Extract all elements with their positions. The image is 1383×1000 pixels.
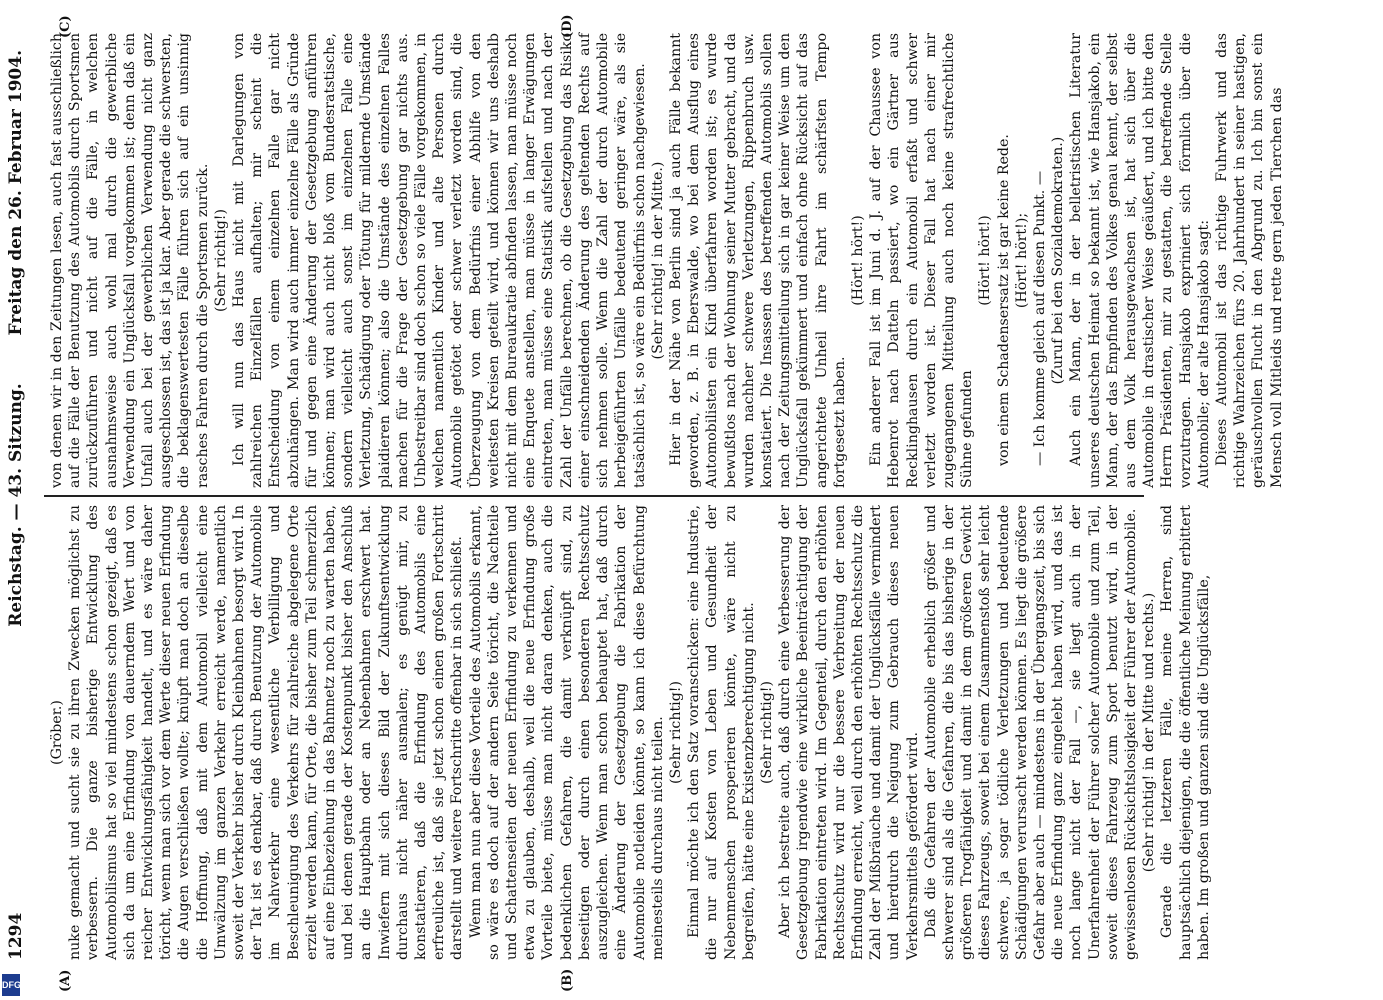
reaction: (Sehr richtig!)	[758, 680, 775, 785]
paragraph: Ein anderer Fall ist im Juni d. J. auf der Chaussee von Hebenrot nach Datteln passiert, wo ein Gärtner aus Recklinghausen durch ein Automobil erfaßt und schwer verletzt worden ist. Dieser Fall hat nach einer mir zugegangenen Mitteilung auch noch keine strafrechtliche Sühne gefunden	[868, 33, 976, 488]
margin-marker-b: (B)	[560, 968, 575, 992]
margin-marker-a: (A)	[58, 969, 73, 992]
paragraph: Gerade die letzteren Fälle, meine Herren, sind hauptsächlich diejenigen, die die öffentliche Meinung erbittert haben. Im großen und ganzen sind die Unglücksfälle,	[1159, 505, 1212, 960]
paragraph: von einem Schadensersatz ist gar keine Rede.	[995, 134, 1012, 466]
session-title: Reichstag. — 43. Sitzung.	[6, 383, 26, 627]
quotation: Dieses Automobil ist das richtige Fuhrwerk und das richtige Wahrzeichen fürs 20. Jahrhundert in seiner hastigen, geräuschvollen Flucht in den Abgrund zu. Ich bin sonst ein Mensch voll Mitleids und rette gern jeden Tierchen das	[1214, 33, 1285, 488]
reaction: (Sehr richtig!)	[212, 208, 229, 313]
session-date: Freitag den 26. Februar 1904.	[6, 50, 26, 336]
reaction: (Zuruf bei den Sozialdemokraten.)	[1050, 136, 1067, 385]
reaction: (Sehr richtig! in der Mitte und rechts.)	[1141, 592, 1158, 873]
digitization-footer	[0, 0, 22, 1000]
paragraph: Wenn man nun aber diese Vorteile des Automobils erkannt, so wäre es doch auf der andern Seite töricht, die Nachteile und Schattenseiten der neuen Erfindung zu verkennen und etwa zu glauben, deshalb, weil die neue Erfindung große Vorteile biete, müsse man nicht daran denken, auch die bedenklichen Gefahren, die damit verknüpft sind, zu beseitigen oder durch einen besonderen Rechtsschutz auszugleichen. Wenn man schon behauptet hat, daß durch eine Änderung der Gesetzgebung die Fabrikation der Automobile notleiden könnte, so kann ich diese Befürchtung meinesteils durchaus nicht teilen.	[467, 505, 666, 960]
page-number: 1294	[6, 912, 26, 960]
reaction: (Sehr richtig!)	[667, 680, 684, 785]
paragraph: — Ich komme gleich auf diesen Punkt. —	[1031, 170, 1048, 466]
paragraph: Auch ein Mann, der in der belletristischen Literatur unseres deutschen Heimat so bekannt ist, wie Hansjakob, ein Mann, der das Empfinden des Volkes genau kennt, der selbst aus dem Volk herausgewachsen ist, hat sich über die Automobile in drastischer Weise geäußert, und ich bitte den Herrn Präsidenten, mir zu gestatten, die betreffende Stelle vorzutragen. Hansjakob expriniert sich förmlich über die Automobile; der alte Hansjakob sagt:	[1068, 33, 1212, 488]
margin-marker-d: (D)	[560, 14, 575, 38]
speaker-label: (Gröber.)	[49, 700, 65, 765]
paragraph: von denen wir in den Zeitungen lesen, auch fast ausschließlich auf die Fälle der Benutzung des Automobils durch Sportsmen zurückzuführen und nicht auf die Fälle, in welchen ausnahmsweise auch wohl mal durch die gewerbliche Verwendung ein Unglücksfall vorgekommen ist; denn daß ein Unfall auch bei der gewerblichen Verwendung nicht ganz ausgeschlossen ist, das ist ja klar. Aber gerade die schwersten, die beklagenswertesten Fälle führen sich auf ein unsinnig rasches Fahren durch die Sportsmen zurück.	[49, 33, 211, 488]
reaction: (Hört! hört!)	[977, 215, 994, 306]
dfg-logo: DFG	[2, 974, 20, 996]
left-column	[48, 505, 1213, 960]
reaction: (Hört! hört!);	[1013, 212, 1030, 309]
funding-notice	[0, 10, 2, 970]
paragraph: Daß die Gefahren der Automobile erheblich größer und schwerer sind als die Gefahren, die bis das bisherige in der größeren Trogfähigkeit und damit in dem größeren Gewicht dieses Fahrzeugs, soweit bei einem Zusammenstoß sehr leicht schwere, ja sogar tödliche Verletzungen und bedeutende Schädigungen verursacht werden können. Es liegt die größere Gefahr aber auch — mindestens in der Übergangszeit, bis sich die neue Erfindung ganz eingelebt haben wird, und das ist noch lange nicht der Fall —, sie liegt auch in der Unerfahrenheit der Führer solcher Automobile und zum Teil, soweit dieses Fahrzeug zum Sport benutzt wird, in der gewissenlosen Rücksichtslosigkeit der Führer der Automobile.	[922, 505, 1139, 960]
paragraph: nuke gemacht und sucht sie zu ihren Zwecken möglichst zu verbessern. Die ganze bisherige Entwicklung des Automobilismus hat so viel mindestens schon gezeigt, daß es sich da um eine Erfindung von dauerndem Wert und von reicher Entwicklungsfähigkeit handelt, und es wäre daher töricht, wenn man sich vor dem Werte dieser neuen Erfindung die Augen verschließen wollte; knüpft man doch an dieselbe die Hoffnung, daß mit dem Automobil vielleicht eine Umwälzung im ganzen Verkehr erreicht werde, namentlich soweit der Verkehr bisher durch Kleinbahnen besorgt wird. In der Tat ist es denkbar, daß durch Benutzung der Automobile im Nahverkehr eine wesentliche Verbilligung und Beschleunigung des Verkehrs für zahlreiche abgelegene Orte erzielt werden kann, für Orte, die bisher zum Teil schmerzlich auf eine Einbeziehung in das Bahnnetz noch zu warten haben, und bei denen gerade der Kostenpunkt bisher den Anschluß an die Hauptbahn oder an Nebenbahnen erschwert hat. Inwiefern mit sich dieses Bild der Zukunftsentwicklung durchaus nicht näher ausmalen; es genügt mir, zu konstatieren, daß die Erfindung des Automobils eine erfreuliche ist, daß sie jetzt schon einen großen Fortschritt darstellt und weitere Fortschritte offenbar in sich schließt.	[67, 505, 466, 960]
right-column	[48, 33, 1286, 488]
paragraph: Hier in der Nähe von Berlin sind ja auch Fälle bekannt geworden, z. B. in Eberswalde, wo bei dem Ausflug eines Automobilisten ein Kind überfahren worden ist; es wurde bewußtlos nach der Wohnung seiner Mutter gebracht, und da wurden nachher schwere Verletzungen, Rippenbruch usw. konstatiert. Die Insassen des betreffenden Automobils sollen nach der Zeitungsmitteilung sich in gar keiner Weise um den Unglücksfall gekümmert und einfach ohne Rücksicht auf das angerichtete Unheil ihre Fahrt im schärfsten Tempo fortgesetzt haben.	[667, 33, 848, 488]
paragraph: Ich will nun das Haus nicht mit Darlegungen von zahlreichen Einzelfällen aufhalten; mir scheint die Entscheidung von einem einzelnen Falle gar nicht abzuhängen. Man wird auch immer einzelne Fälle als Gründe für und gegen eine Änderung der Gesetzgebung anführen können; man wird auch nicht bloß vom Bundesratstische, sondern vielleicht auch sonst im einzelnen Falle eine Verletzung, Schädigung oder Tötung für mildernde Umstände plaidieren können; also die Umstände des einzelnen Falles machen für die Frage der Gesetzgebung gar nichts aus. Unbestreitbar sind doch schon so viele Fälle vorgekommen, in welchen namentlich Kinder und alte Personen durch Automobile getötet oder schwer verletzt worden sind, die Überzeugung von dem Bedürfnis einer Abhilfe von den weitesten Kreisen geteilt wird, und können wir uns deshalb nicht mit dem Bureaukratie abfinden lassen, man müsse noch eine Enquete anstellen, man müsse in langer Erwägungen eintreten, man müsse eine Statistik aufstellen und nach der Zahl der Unfälle berechnen, ob die Gesetzgebung das Risiko einer einschneidenden Änderung des geltenden Rechts auf sich nehmen solle. Wenn die Zahl der durch Automobile herbeigeführten Unfälle bedeutend geringer wäre, als sie tatsächlich ist, so wäre ein Bedürfnis schon nachgewiesen.	[231, 33, 648, 488]
paragraph: Aber ich bestreite auch, daß durch eine Verbesserung der Gesetzgebung irgendwie eine wirkliche Beeinträchtigung der Fabrikation eintreten wird. Im Gegenteil, durch den erhöhten Rechtsschutz wird nur die bessere Verbreitung der neuen Erfindung erreicht, weil durch den erhöhten Rechtsschutz die Zahl der Mißbräuche und damit der Unglücksfälle vermindert und hierdurch die Neigung zum Gebrauch dieses neuen Verkehrsmittels gefördert wird.	[777, 505, 921, 960]
reaction: (Sehr richtig! in der Mitte.)	[649, 161, 666, 360]
margin-marker-c: (C)	[58, 15, 73, 38]
paragraph: Einmal möchte ich den Satz voranschicken: eine Industrie, die nur auf Kosten von Leben und Gesundheit der Nebenmenschen prosperieren könnte, wäre nicht zu begreifen, hätte eine Existenzberechtigung nicht.	[686, 505, 757, 960]
reaction: (Hört! hört!)	[849, 215, 866, 306]
column-divider	[44, 495, 1144, 497]
